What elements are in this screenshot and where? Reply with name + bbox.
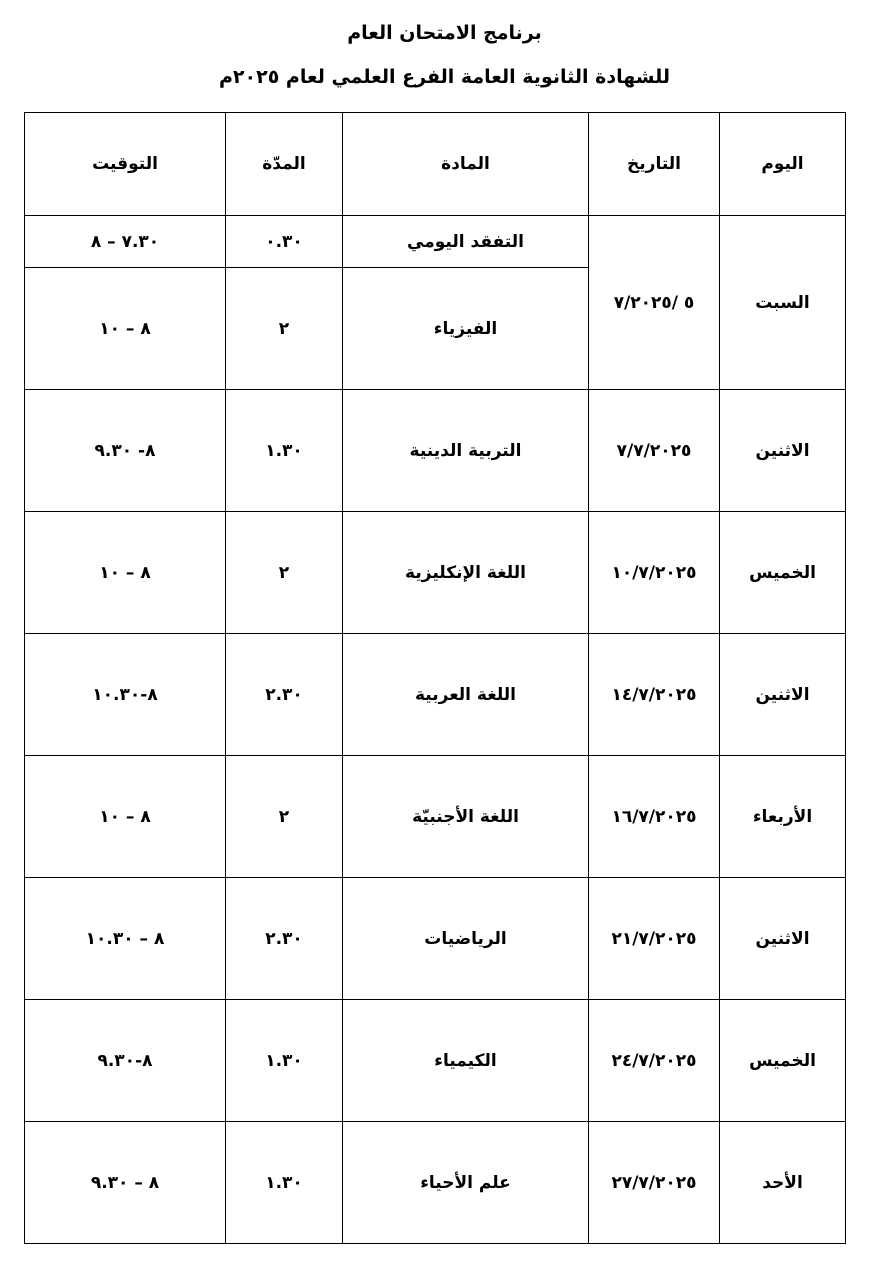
cell-subject: الرياضيات [343,878,589,1000]
cell-duration: ٢.٣٠ [226,634,343,756]
cell-date: ٢٤/٧/٢٠٢٥ [589,1000,720,1122]
header-duration: المدّة [226,113,343,216]
table-row [25,390,846,512]
cell-duration: ١.٣٠ [226,1122,343,1244]
exam-schedule-table [24,112,846,1244]
cell-duration: ١.٣٠ [226,1000,343,1122]
cell-subject: الكيمياء [343,1000,589,1122]
cell-duration: ٢ [226,756,343,878]
cell-subject: التفقد اليومي [343,216,589,268]
table-row [25,756,846,878]
cell-date: ٢١/٧/٢٠٢٥ [589,878,720,1000]
cell-day: الخميس [720,512,846,634]
cell-day: الاثنين [720,634,846,756]
cell-time: ٨-٩.٣٠ [25,1000,226,1122]
cell-subject: التربية الدينية [343,390,589,512]
cell-date: ٧/٧/٢٠٢٥ [589,390,720,512]
cell-date: ٢٧/٧/٢٠٢٥ [589,1122,720,1244]
cell-date: ١٠/٧/٢٠٢٥ [589,512,720,634]
cell-time: ٨ – ١٠ [25,268,226,390]
cell-time: ٨ – ٩.٣٠ [25,1122,226,1244]
cell-subject: اللغة الأجنبيّة [343,756,589,878]
cell-duration: ٢ [226,268,343,390]
cell-time: ٨- ٩.٣٠ [25,390,226,512]
header-day: اليوم [720,113,846,216]
cell-day: الاثنين [720,878,846,1000]
cell-duration: ١.٣٠ [226,390,343,512]
header-date: التاريخ [589,113,720,216]
cell-day: الأربعاء [720,756,846,878]
table-header-row [25,113,846,216]
table-row [25,878,846,1000]
cell-time: ٧.٣٠ – ٨ [25,216,226,268]
cell-duration: ٢.٣٠ [226,878,343,1000]
header-time: التوقيت [25,113,226,216]
cell-time: ٨ – ١٠.٣٠ [25,878,226,1000]
header-subject: المادة [343,113,589,216]
cell-date: ١٦/٧/٢٠٢٥ [589,756,720,878]
cell-subject: اللغة الإنكليزية [343,512,589,634]
cell-duration: ٢ [226,512,343,634]
cell-time: ٨ – ١٠ [25,512,226,634]
cell-time: ٨ – ١٠ [25,756,226,878]
cell-duration: ٠.٣٠ [226,216,343,268]
page-subtitle: للشهادة الثانوية العامة الفرع العلمي لعام ٢٠٢٥م [218,66,671,88]
page-title: برنامج الامتحان العام [347,22,542,44]
cell-day: الخميس [720,1000,846,1122]
cell-time: ٨-١٠.٣٠ [25,634,226,756]
cell-subject: اللغة العربية [343,634,589,756]
table-row [25,512,846,634]
cell-day: الاثنين [720,390,846,512]
table-row [25,216,846,268]
cell-date: ٥ /٧/٢٠٢٥ [589,216,720,390]
table-row [25,1000,846,1122]
cell-day: الأحد [720,1122,846,1244]
cell-subject: الفيزياء [343,268,589,390]
cell-date: ١٤/٧/٢٠٢٥ [589,634,720,756]
cell-subject: علم الأحياء [343,1122,589,1244]
cell-day: السبت [720,216,846,390]
table-row [25,1122,846,1244]
table-row [25,634,846,756]
